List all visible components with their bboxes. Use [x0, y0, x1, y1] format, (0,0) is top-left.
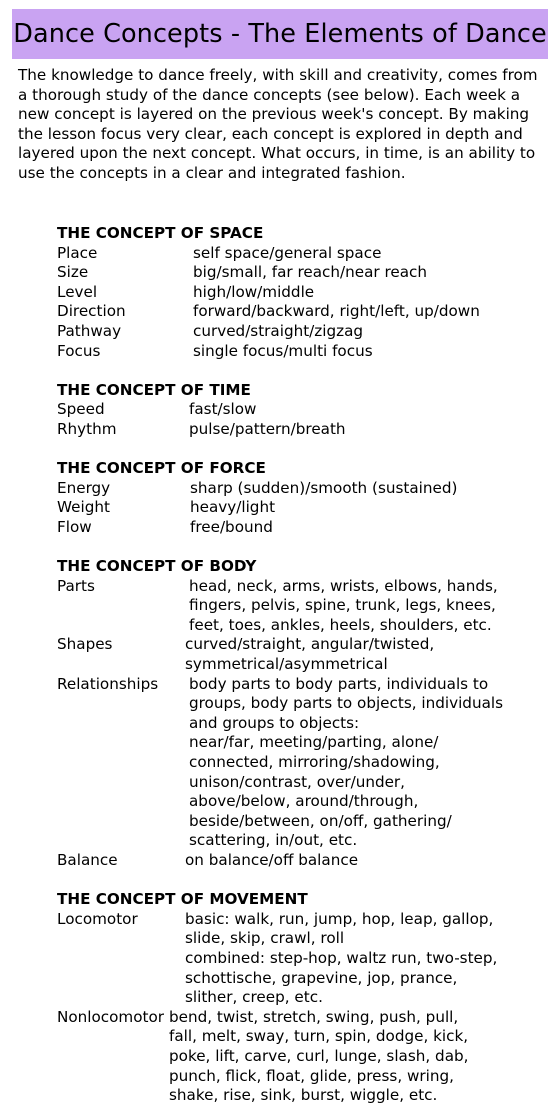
concept-row	[57, 420, 552, 440]
definition-line: combined: step-hop, waltz run, two-step,	[185, 948, 498, 967]
definition-line: poke, lift, carve, curl, lunge, slash, dab,	[169, 1046, 469, 1065]
definition-line: beside/between, on/off, gathering/	[189, 811, 452, 830]
definition-line: slither, creep, etc.	[185, 988, 323, 1007]
concept-row	[57, 1008, 552, 1106]
definition-line: single focus/multi focus	[193, 341, 373, 360]
concept-term: Size	[57, 263, 89, 282]
definition-line: bend, twist, stretch, swing, push, pull,	[169, 1007, 459, 1026]
definition-line: slide, skip, crawl, roll	[185, 929, 345, 948]
section-heading-time: THE CONCEPT OF TIME	[57, 380, 251, 399]
definition-line: groups, body parts to objects, individuals	[189, 694, 504, 713]
concept-term: Flow	[57, 517, 92, 536]
definition-line: scattering, in/out, etc.	[189, 831, 358, 850]
section-heading-force: THE CONCEPT OF FORCE	[57, 459, 266, 478]
definition-line: schottische, grapevine, jop, prance,	[185, 968, 458, 987]
definition-line: free/bound	[190, 517, 273, 536]
definition-line: curved/straight, angular/twisted,	[185, 635, 435, 654]
concept-row	[57, 244, 552, 264]
definition-line: fast/slow	[189, 400, 257, 419]
concept-term: Speed	[57, 400, 105, 419]
concept-row	[57, 263, 552, 283]
concept-term: Place	[57, 243, 98, 262]
concept-row	[57, 283, 552, 303]
concept-row	[57, 851, 552, 871]
concept-definition	[190, 518, 552, 538]
definition-line: unison/contrast, over/under,	[189, 772, 406, 791]
concept-term: Focus	[57, 341, 101, 360]
concept-definition	[185, 635, 552, 674]
concept-definition	[193, 283, 552, 303]
definition-line: on balance/off balance	[185, 851, 359, 869]
section-space	[57, 224, 552, 361]
concept-row	[57, 479, 552, 499]
concept-term: Energy	[57, 478, 111, 497]
definition-line: symmetrical/asymmetrical	[185, 655, 388, 674]
concept-row	[57, 518, 552, 538]
concept-definition	[193, 302, 552, 322]
definition-line: curved/straight/zigzag	[193, 321, 364, 340]
section-heading-body: THE CONCEPT OF BODY	[57, 557, 257, 576]
definition-line: self space/general space	[193, 243, 382, 262]
concepts-list	[57, 224, 552, 1106]
concept-row	[57, 322, 552, 342]
concept-definition	[193, 342, 552, 362]
concept-definition	[193, 322, 552, 342]
concept-definition	[185, 851, 552, 871]
section-heading-space: THE CONCEPT OF SPACE	[57, 224, 264, 242]
concept-term: Shapes	[57, 635, 113, 654]
concept-definition	[193, 244, 552, 264]
definition-line: shake, rise, sink, burst, wiggle, etc.	[169, 1086, 438, 1105]
concept-term: Level	[57, 282, 98, 301]
concept-term: Balance	[57, 851, 118, 869]
concept-term: Nonlocomotor	[57, 1007, 165, 1026]
definition-line: near/far, meeting/parting, alone/	[189, 733, 439, 752]
section-body	[57, 557, 552, 871]
concept-term: Parts	[57, 576, 95, 595]
concept-term: Locomotor	[57, 909, 138, 928]
definition-line: fingers, pelvis, spine, trunk, legs, knees,	[189, 596, 496, 615]
definition-line: fall, melt, sway, turn, spin, dodge, kick,	[169, 1027, 469, 1046]
section-time	[57, 381, 552, 440]
concept-definition	[190, 479, 552, 499]
definition-line: basic: walk, run, jump, hop, leap, gallop,	[185, 909, 494, 928]
concept-row	[57, 342, 552, 362]
concept-definition	[189, 400, 552, 420]
concept-row	[57, 675, 552, 851]
concept-term: Relationships	[57, 674, 159, 693]
definition-line: above/below, around/through,	[189, 792, 419, 811]
concept-row	[57, 302, 552, 322]
definition-line: punch, flick, float, glide, press, wring,	[169, 1066, 454, 1085]
definition-line: feet, toes, ankles, heels, shoulders, etc.	[189, 615, 492, 634]
concept-definition	[189, 675, 552, 851]
concept-row	[57, 635, 552, 674]
title-banner	[12, 9, 548, 59]
definition-line: sharp (sudden)/smooth (sustained)	[190, 478, 458, 497]
concept-row	[57, 400, 552, 420]
definition-line: body parts to body parts, individuals to	[189, 674, 489, 693]
concept-row	[57, 577, 552, 636]
page-title: Dance Concepts - The Elements of Dance	[13, 19, 547, 49]
concept-term: Rhythm	[57, 419, 117, 438]
concept-definition	[193, 263, 552, 283]
concept-term: Direction	[57, 302, 126, 321]
concept-definition	[190, 498, 552, 518]
definition-line: big/small, far reach/near reach	[193, 263, 427, 282]
section-force	[57, 459, 552, 537]
definition-line: forward/backward, right/left, up/down	[193, 302, 480, 321]
section-heading-movement: THE CONCEPT OF MOVEMENT	[57, 890, 308, 909]
concept-definition	[189, 420, 552, 440]
definition-line: and groups to objects:	[189, 713, 360, 732]
definition-line: pulse/pattern/breath	[189, 419, 346, 438]
concept-term: Pathway	[57, 321, 122, 340]
definition-line: connected, mirroring/shadowing,	[189, 753, 440, 772]
definition-line: high/low/middle	[193, 282, 315, 301]
intro-paragraph: The knowledge to dance freely, with skill and creativity, comes from a thorough study of the dance concepts (see below). Each week a new concept is layered on the previous week's concept. By making the lesson focus very clear, each concept is explored in depth and layered upon the next concept. What occurs, in time, is an ability to use the concepts in a clear and integrated fashion.	[18, 66, 538, 182]
concept-definition	[185, 910, 552, 1008]
concept-row	[57, 910, 552, 1008]
concept-term: Weight	[57, 498, 110, 517]
concept-definition	[169, 1008, 552, 1106]
definition-line: heavy/light	[190, 498, 276, 517]
section-movement	[57, 890, 552, 1106]
concept-row	[57, 498, 552, 518]
concept-definition	[189, 577, 552, 636]
definition-line: head, neck, arms, wrists, elbows, hands,	[189, 576, 498, 595]
